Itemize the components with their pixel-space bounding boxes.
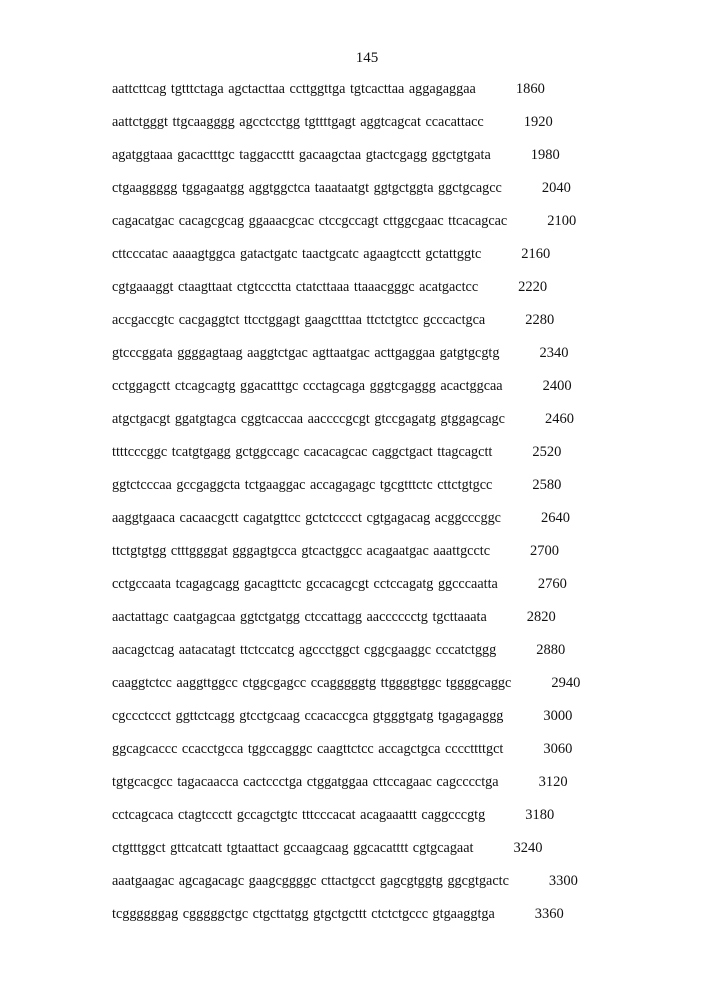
- sequence-position: 2880: [536, 642, 565, 658]
- sequence-line: [112, 607, 580, 640]
- sequence-line: [112, 145, 580, 178]
- sequence-text: cagacatgac cacagcgcag ggaaacgcac ctccgccagt cttggcgaac ttcacagcac: [112, 213, 507, 229]
- sequence-text: caaggtctcc aaggttggcc ctggcgagcc ccagggggtg ttggggtggc tggggcaggc: [112, 675, 511, 691]
- sequence-line: [112, 310, 580, 343]
- sequence-text: cctgccaata tcagagcagg gacagttctc gccacagcgt cctccagatg ggcccaatta: [112, 576, 498, 592]
- sequence-position: 2520: [532, 444, 561, 460]
- sequence-position: 3000: [543, 708, 572, 724]
- sequence-text: aattcttcag tgtttctaga agctacttaa ccttggttga tgtcacttaa aggagaggaa: [112, 81, 476, 97]
- sequence-text: accgaccgtc cacgaggtct ttcctggagt gaagctttaa ttctctgtcc gcccactgca: [112, 312, 485, 328]
- sequence-text: ggtctcccaa gccgaggcta tctgaaggac accagagagc tgcgtttctc cttctgtgcc: [112, 477, 492, 493]
- sequence-text: cctggagctt ctcagcagtg ggacatttgc ccctagcaga gggtcgaggg acactggcaa: [112, 378, 503, 394]
- sequence-line: [112, 838, 580, 871]
- sequence-position: 2100: [547, 213, 576, 229]
- sequence-line: [112, 508, 580, 541]
- sequence-position: 2160: [521, 246, 550, 262]
- sequence-line: [112, 409, 580, 442]
- sequence-position: 2460: [545, 411, 574, 427]
- sequence-position: 2040: [542, 180, 571, 196]
- sequence-text: cttcccatac aaaagtggca gatactgatc taactgcatc agaagtcctt gctattggtc: [112, 246, 481, 262]
- sequence-line: [112, 574, 580, 607]
- sequence-text: aacagctcag aatacatagt ttctccatcg agccctggct cggcgaaggc cccatctggg: [112, 642, 496, 658]
- sequence-position: 3300: [549, 873, 578, 889]
- sequence-position: 2340: [539, 345, 568, 361]
- sequence-text: cgtgaaaggt ctaagttaat ctgtccctta ctatcttaaa ttaaacgggc acatgactcc: [112, 279, 478, 295]
- sequence-line: [112, 343, 580, 376]
- sequence-text: ctgtttggct gttcatcatt tgtaattact gccaagcaag ggcacatttt cgtgcagaat: [112, 840, 473, 856]
- sequence-text: atgctgacgt ggatgtagca cggtcaccaa aaccccgcgt gtccgagatg gtggagcagc: [112, 411, 505, 427]
- page-number: 145: [8, 50, 718, 67]
- sequence-position: 3180: [525, 807, 554, 823]
- sequence-text: ttttcccggc tcatgtgagg gctggccagc cacacagcac caggctgact ttagcagctt: [112, 444, 492, 460]
- sequence-position: 1860: [516, 81, 545, 97]
- sequence-position: 2640: [541, 510, 570, 526]
- sequence-line: [112, 739, 580, 772]
- sequence-line: [112, 640, 580, 673]
- sequence-position: 2580: [532, 477, 561, 493]
- sequence-line: [112, 211, 580, 244]
- sequence-line: [112, 475, 580, 508]
- sequence-line: [112, 277, 580, 310]
- sequence-position: 1980: [531, 147, 560, 163]
- sequence-position: 2220: [518, 279, 547, 295]
- sequence-text: aactattagc caatgagcaa ggtctgatgg ctccattagg aacccccctg tgcttaaata: [112, 609, 487, 625]
- sequence-line: [112, 541, 580, 574]
- sequence-text: ttctgtgtgg ctttggggat gggagtgcca gtcactggcc acagaatgac aaattgcctc: [112, 543, 490, 559]
- sequence-position: 2280: [525, 312, 554, 328]
- sequence-line: [112, 442, 580, 475]
- sequence-line: [112, 376, 580, 409]
- sequence-position: 3060: [543, 741, 572, 757]
- sequence-text: cgccctccct ggttctcagg gtcctgcaag ccacaccgca gtgggtgatg tgagagaggg: [112, 708, 503, 724]
- sequence-position: 3360: [535, 906, 564, 922]
- sequence-text: ggcagcaccc ccacctgcca tggccagggc caagttctcc accagctgca ccccttttgct: [112, 741, 503, 757]
- sequence-line: [112, 79, 580, 112]
- sequence-text: ctgaaggggg tggagaatgg aggtggctca taaataatgt ggtgctggta ggctgcagcc: [112, 180, 502, 196]
- sequence-text: cctcagcaca ctagtccctt gccagctgtc tttcccacat acagaaattt caggcccgtg: [112, 807, 485, 823]
- sequence-text: agatggtaaa gacactttgc taggaccttt gacaagctaa gtactcgagg ggctgtgata: [112, 147, 491, 163]
- sequence-text: gtcccggata ggggagtaag aaggtctgac agttaatgac acttgaggaa gatgtgcgtg: [112, 345, 499, 361]
- sequence-text: aaggtgaaca cacaacgctt cagatgttcc gctctcccct cgtgagacag acggcccggc: [112, 510, 501, 526]
- sequence-position: 2700: [530, 543, 559, 559]
- sequence-line: [112, 706, 580, 739]
- sequence-text: tcggggggag cgggggctgc ctgcttatgg gtgctgcttt ctctctgccc gtgaaggtga: [112, 906, 495, 922]
- sequence-position: 1920: [524, 114, 553, 130]
- sequence-position: 2760: [538, 576, 567, 592]
- sequence-position: 3120: [539, 774, 568, 790]
- sequence-line: [112, 673, 580, 706]
- sequence-position: 2400: [543, 378, 572, 394]
- sequence-listing: [112, 79, 580, 937]
- sequence-position: 2940: [551, 675, 580, 691]
- sequence-text: aattctgggt ttgcaagggg agcctcctgg tgttttgagt aggtcagcat ccacattacc: [112, 114, 484, 130]
- sequence-line: [112, 178, 580, 211]
- sequence-line: [112, 805, 580, 838]
- sequence-line: [112, 871, 580, 904]
- sequence-line: [112, 772, 580, 805]
- sequence-line: [112, 112, 580, 145]
- sequence-position: 3240: [513, 840, 542, 856]
- sequence-line: [112, 244, 580, 277]
- sequence-text: tgtgcacgcc tagacaacca cactccctga ctggatggaa cttccagaac cagcccctga: [112, 774, 499, 790]
- sequence-line: [112, 904, 580, 937]
- sequence-position: 2820: [527, 609, 556, 625]
- sequence-text: aaatgaagac agcagacagc gaagcggggc cttactgcct gagcgtggtg ggcgtgactc: [112, 873, 509, 889]
